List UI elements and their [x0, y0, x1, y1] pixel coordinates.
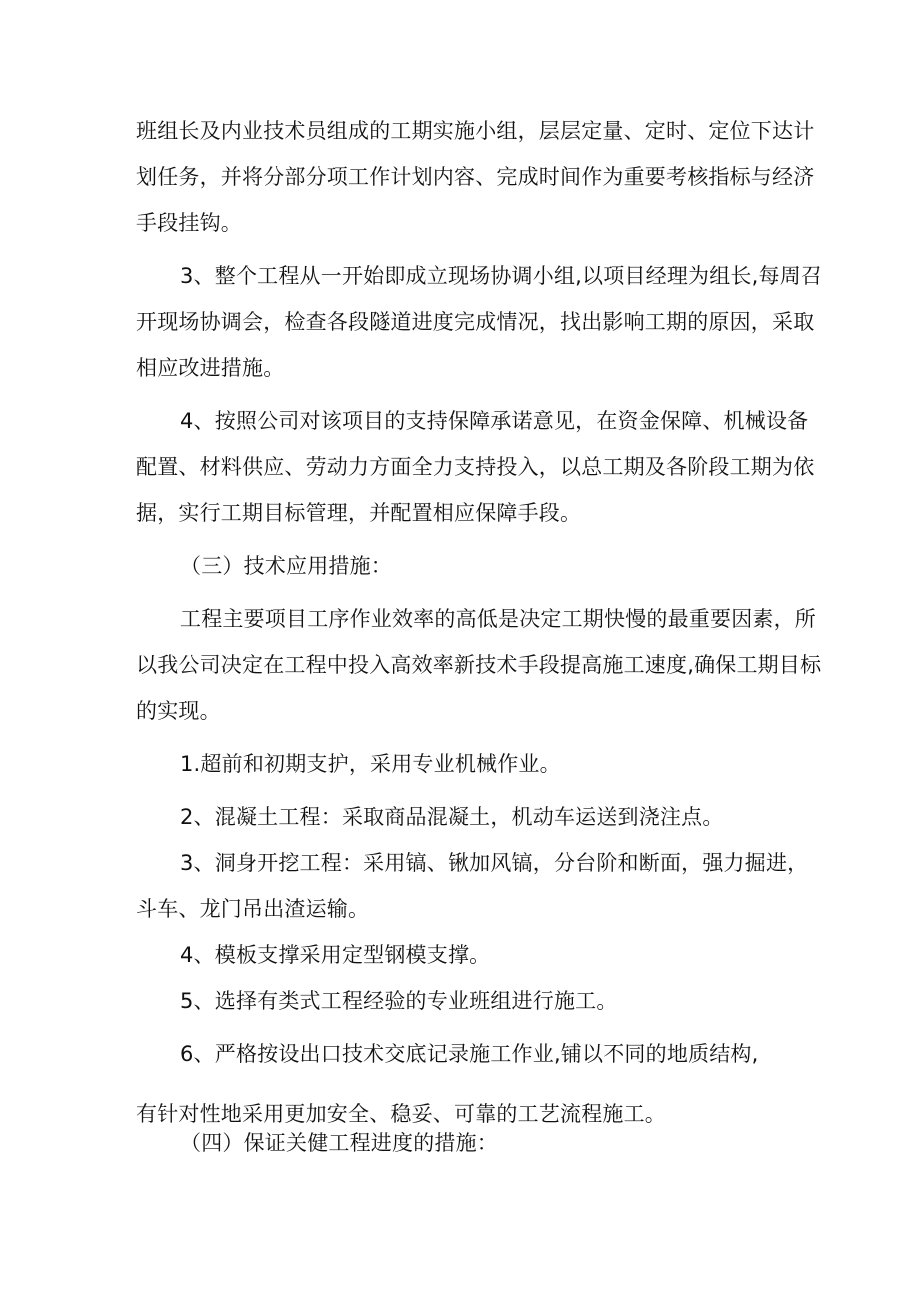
paragraph-4-line: 4、按照公司对该项目的支持保障承诺意见，在资金保障、机械设备: [180, 409, 809, 433]
list-item-6: 6、严格按设出口技术交底记录施工作业,铺以不同的地质结构,: [180, 1042, 759, 1066]
text-line: 工程主要项目工序作业效率的高低是决定工期快慢的最重要因素，所: [180, 607, 816, 631]
text-line: 配置、材料供应、劳动力方面全力支持投入，以总工期及各阶段工期为依: [136, 455, 815, 479]
text-line: 的实现。: [136, 699, 221, 723]
text-line: 班组长及内业技术员组成的工期实施小组，层层定量、定时、定位下达计: [136, 119, 815, 143]
text-line: 有针对性地采用更加安全、稳妥、可靠的工艺流程施工。: [136, 1102, 666, 1126]
text-line: 划任务，并将分部分项工作计划内容、完成时间作为重要考核指标与经济: [136, 165, 815, 189]
list-item-2: 2、混凝土工程：采取商品混凝土，机动车运送到浇注点。: [180, 805, 724, 829]
text-line: 据，实行工期目标管理，并配置相应保障手段。: [136, 501, 582, 525]
section-heading-4: （四）保证关健工程进度的措施：: [180, 1131, 498, 1155]
paragraph-3-line: 3、整个工程从一开始即成立现场协调小组,以项目经理为组长,每周召: [180, 264, 823, 288]
list-item-4: 4、模板支撑采用定型钢模支撑。: [180, 943, 491, 967]
list-item-3: 3、洞身开挖工程：采用镐、锹加风镐，分台阶和断面，强力掘进，: [180, 851, 809, 875]
text-line: 以我公司决定在工程中投入高效率新技术手段提高施工速度,确保工期目标: [136, 653, 822, 677]
text-line: 斗车、龙门吊出渣运输。: [136, 897, 370, 921]
text-line: 手段挂钩。: [136, 211, 242, 235]
list-item-5: 5、选择有类式工程经验的专业班组进行施工。: [180, 989, 618, 1013]
list-item-1: 1.超前和初期支护，采用专业机械作业。: [180, 752, 561, 776]
section-heading-3: （三）技术应用措施：: [180, 554, 392, 578]
text-line: 开现场协调会，检查各段隧道进度完成情况，找出影响工期的原因，采取: [136, 310, 815, 334]
text-line: 相应改进措施。: [136, 356, 285, 380]
